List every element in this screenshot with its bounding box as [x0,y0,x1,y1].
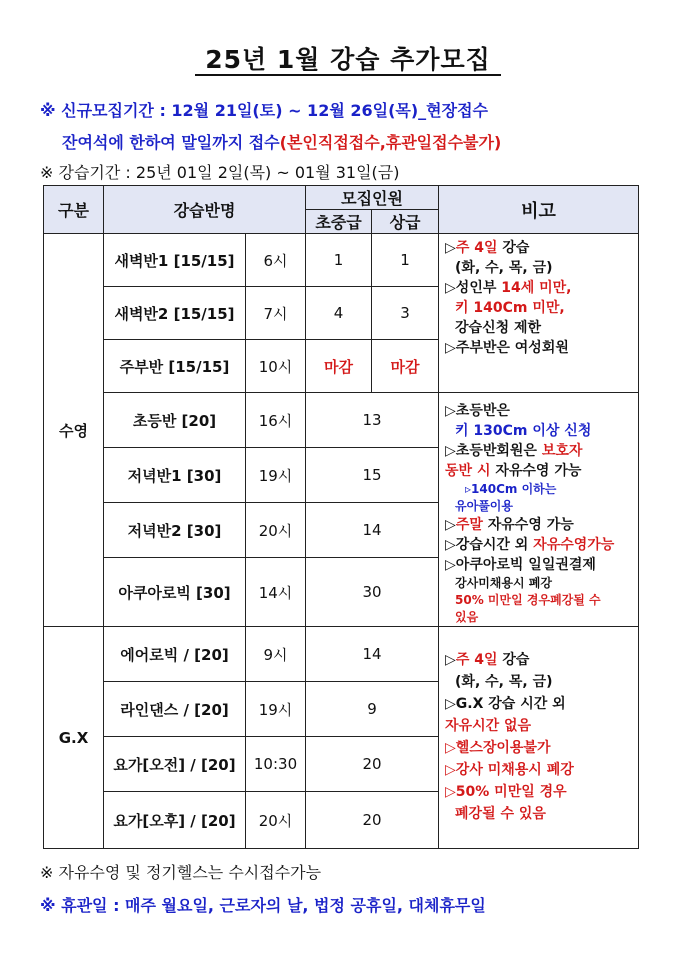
note-text: 유아풀이용 [455,499,513,513]
total-count: 20 [306,737,439,792]
page-title: 25년 1월 강습 추가모집 [205,45,491,74]
note-mark: ※ [40,863,54,882]
note-text: 보호자 [541,443,583,459]
class-name: 초등반 [20] [104,393,246,448]
note-text: ▷G.X 강습 시간 외 [445,696,566,712]
note-text: 강습 [497,652,530,668]
swim-notes-2 [439,393,639,627]
note-text: (화, 수, 목, 금) [455,260,553,276]
note-text: 키 130Cm 이상 신청 [455,423,592,439]
class-name: 에어로빅 / [20] [104,627,246,682]
note-text: ▷주부반은 여성회원 [445,340,569,356]
header-advanced: 상급 [372,210,439,234]
note-text: (화, 수, 목, 금) [455,674,553,690]
class-time: 7시 [246,287,306,340]
title-underline [195,74,501,76]
lesson-period [40,160,400,183]
table-row [44,234,639,287]
total-count: 14 [306,503,439,558]
beginner-closed: 마감 [306,340,372,393]
table-row [44,627,639,682]
class-time: 6시 [246,234,306,287]
total-count: 15 [306,448,439,503]
header-category: 구분 [44,186,104,234]
arrow-icon: ▷ [445,517,456,533]
advanced-count: 1 [372,234,439,287]
class-name: 요가[오후] / [20] [104,792,246,849]
note-text: 폐강될 수 있음 [455,806,546,822]
note-text: 강습 [502,240,530,256]
class-name: 새벽반2 [15/15] [104,287,246,340]
note-text: 자유수영가능 [533,537,615,553]
class-name: 요가[오전] / [20] [104,737,246,792]
recruit-period-text: 신규모집기간 : 12월 21일(토) ~ 12월 26일(목)_현장접수 [61,101,488,120]
class-name: 저녁반1 [30] [104,448,246,503]
footer-line-2 [40,893,486,916]
note-text: 자유시간 없음 [445,718,532,734]
recruit-note [62,130,501,153]
class-time: 9시 [246,627,306,682]
note-text: ▷50% 미만일 경우 [445,784,567,800]
note-text: ▷아쿠아로빅 일일권결제 [445,557,596,573]
note-text: 주말 [455,517,483,533]
recruit-note-text: 잔여석에 한하여 말일까지 접수 [62,133,280,152]
total-count: 14 [306,627,439,682]
note-text: 주 4일 [455,240,498,256]
header-beginner: 초중급 [306,210,372,234]
note-text: ▷강습시간 외 [445,537,534,553]
note-text: ▷초등반은 [445,403,510,419]
footer-text-2: 휴관일 : 매주 월요일, 근로자의 날, 법정 공휴일, 대체휴무일 [61,896,486,915]
category-gx: G.X [44,627,104,849]
category-swim: 수영 [44,234,104,627]
note-text: 강사미채용시 폐강 [455,576,552,590]
lesson-period-text: 강습기간 : 25년 01일 2일(목) ~ 01월 31일(금) [58,163,400,182]
recruit-period [40,98,488,121]
header-recruit: 모집인원 [306,186,439,210]
note-mark: ※ [40,101,56,120]
arrow-icon: ▷ [445,240,456,256]
total-count: 30 [306,558,439,627]
header-class-name: 강습반명 [104,186,306,234]
class-time: 10시 [246,340,306,393]
note-text: ▹140Cm 이하는 [465,482,557,496]
note-text: 14세 미만, [501,280,572,296]
note-text: ▷헬스장이용불가 [445,740,551,756]
beginner-count: 4 [306,287,372,340]
note-text: 동반 시 [445,463,491,479]
class-time: 20시 [246,792,306,849]
header-row [44,186,639,210]
note-text: ▷초등반회원은 [445,443,542,459]
arrow-icon: ▷ [445,652,456,668]
note-text: 50% 미만일 경우폐강될 수 [455,593,601,607]
class-name: 저녁반2 [30] [104,503,246,558]
header-note: 비고 [439,186,639,234]
note-text: 키 140Cm 미만, [455,300,565,316]
class-name: 라인댄스 / [20] [104,682,246,737]
total-count: 13 [306,393,439,448]
note-mark: ※ [40,896,56,915]
class-time: 20시 [246,503,306,558]
note-text: ▷강사 미채용시 폐강 [445,762,574,778]
total-count: 20 [306,792,439,849]
swim-notes-1 [439,234,639,393]
note-text: 자유수영 가능 [490,463,582,479]
class-time: 19시 [246,448,306,503]
footer-line-1 [40,860,321,883]
footer-text-1: 자유수영 및 정기헬스는 수시접수가능 [58,863,322,882]
beginner-count: 1 [306,234,372,287]
class-time: 14시 [246,558,306,627]
gx-notes [439,627,639,849]
class-name: 아쿠아로빅 [30] [104,558,246,627]
class-time: 19시 [246,682,306,737]
schedule-table [43,185,639,849]
note-text: 자유수영 가능 [482,517,574,533]
note-text: 강습신청 제한 [455,320,542,336]
total-count: 9 [306,682,439,737]
class-name: 주부반 [15/15] [104,340,246,393]
table-row [44,393,639,448]
class-time: 16시 [246,393,306,448]
class-time: 10:30 [246,737,306,792]
class-name: 새벽반1 [15/15] [104,234,246,287]
recruit-note-red: (본인직접접수,휴관일접수불가) [279,133,502,152]
note-text: 주 4일 [455,652,498,668]
note-mark: ※ [40,163,54,182]
note-text: 있음 [455,610,479,624]
advanced-count: 3 [372,287,439,340]
advanced-closed: 마감 [372,340,439,393]
note-text: ▷성인부 [445,280,502,296]
